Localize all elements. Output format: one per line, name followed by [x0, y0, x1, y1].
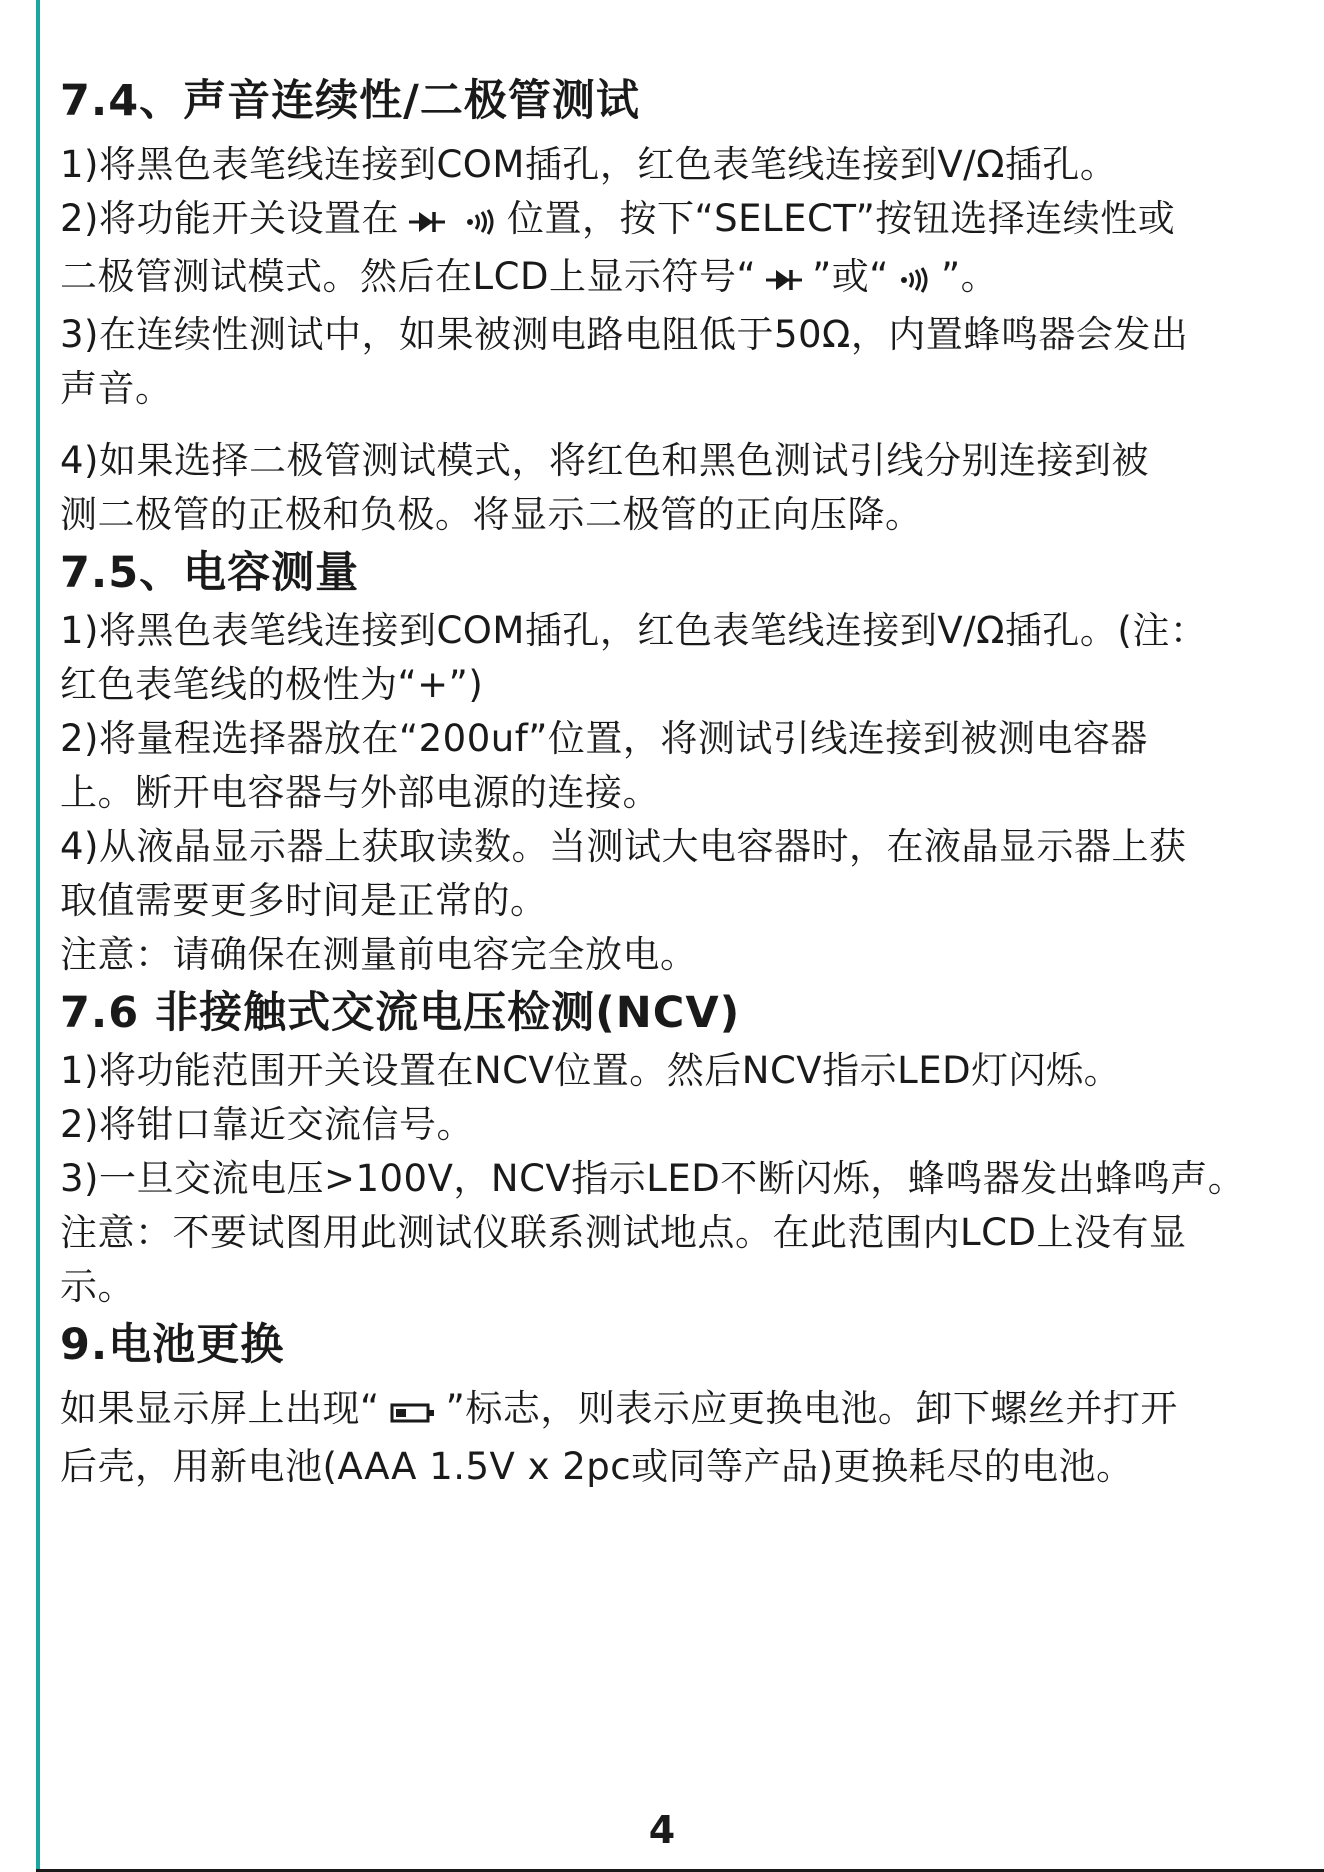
s74-step-3-line-2: 声音。 — [60, 367, 173, 410]
section-7-4-title: 7.4、声音连续性/二极管测试 — [60, 76, 640, 126]
s74-step-4-line-1: 4)如果选择二极管测试模式，将红色和黑色测试引线分别连接到被 — [60, 439, 1149, 482]
s74-step-2-line-1 — [60, 192, 1250, 250]
s76-step-2: 2)将钳口靠近交流信号。 — [60, 1103, 474, 1146]
s76-step-3: 3)一旦交流电压>100V，NCV指示LED不断闪烁，蜂鸣器发出蜂鸣声。 — [60, 1157, 1246, 1200]
s74-step-2-text-d: ”或“ — [812, 255, 889, 298]
s74-step-4-line-2: 测二极管的正极和负极。将显示二极管的正向压降。 — [60, 493, 923, 536]
s75-note: 注意：请确保在测量前电容完全放电。 — [60, 933, 698, 976]
continuity-sound-icon — [465, 196, 497, 250]
s9-text-a: 如果显示屏上出现“ — [60, 1387, 380, 1430]
s75-step-2-line-2: 上。断开电容器与外部电源的连接。 — [60, 771, 660, 814]
s74-step-1: 1)将黑色表笔线连接到COM插孔，红色表笔线连接到V/Ω插孔。 — [60, 143, 1118, 186]
s75-step-4-line-1: 4)从液晶显示器上获取读数。当测试大电容器时，在液晶显示器上获 — [60, 825, 1187, 868]
s9-line-1 — [60, 1382, 1250, 1440]
left-accent-rule — [36, 0, 40, 1872]
s76-note-line-1: 注意：不要试图用此测试仪联系测试地点。在此范围内LCD上没有显 — [60, 1211, 1187, 1254]
s74-step-2-text-b: 位置，按下“SELECT”按钮选择连续性或 — [506, 197, 1176, 240]
page-content — [60, 70, 1250, 1494]
diode-icon — [409, 196, 445, 250]
page-number: 4 — [648, 1808, 676, 1852]
s75-step-4-line-2: 取值需要更多时间是正常的。 — [60, 879, 548, 922]
s74-step-2-line-2 — [60, 250, 1250, 308]
s9-text-b: ”标志，则表示应更换电池。卸下螺丝并打开 — [445, 1387, 1178, 1430]
battery-icon — [390, 1386, 436, 1440]
s76-note-line-2: 示。 — [60, 1265, 135, 1308]
continuity-sound-icon — [899, 254, 931, 308]
s75-step-1-line-1: 1)将黑色表笔线连接到COM插孔，红色表笔线连接到V/Ω插孔。(注： — [60, 609, 1208, 652]
s74-step-2-text-e: ”。 — [940, 255, 999, 298]
section-7-5-title: 7.5、电容测量 — [60, 548, 360, 598]
s75-step-1-line-2: 红色表笔线的极性为“+”) — [60, 663, 484, 706]
s74-step-2-text-c: 二极管测试模式。然后在LCD上显示符号“ — [60, 255, 757, 298]
s9-line-2: 后壳，用新电池(AAA 1.5V x 2pc或同等产品)更换耗尽的电池。 — [60, 1445, 1134, 1488]
s74-step-3-line-1: 3)在连续性测试中，如果被测电路电阻低于50Ω，内置蜂鸣器会发出 — [60, 313, 1189, 356]
diode-icon — [766, 254, 802, 308]
section-7-6-title: 7.6 非接触式交流电压检测(NCV) — [60, 988, 741, 1038]
section-9-title: 9.电池更换 — [60, 1320, 285, 1370]
s75-step-2-line-1: 2)将量程选择器放在“200uf”位置，将测试引线连接到被测电容器 — [60, 717, 1148, 760]
s74-step-2-text-a: 2)将功能开关设置在 — [60, 197, 399, 240]
s76-step-1: 1)将功能范围开关设置在NCV位置。然后NCV指示LED灯闪烁。 — [60, 1049, 1122, 1092]
